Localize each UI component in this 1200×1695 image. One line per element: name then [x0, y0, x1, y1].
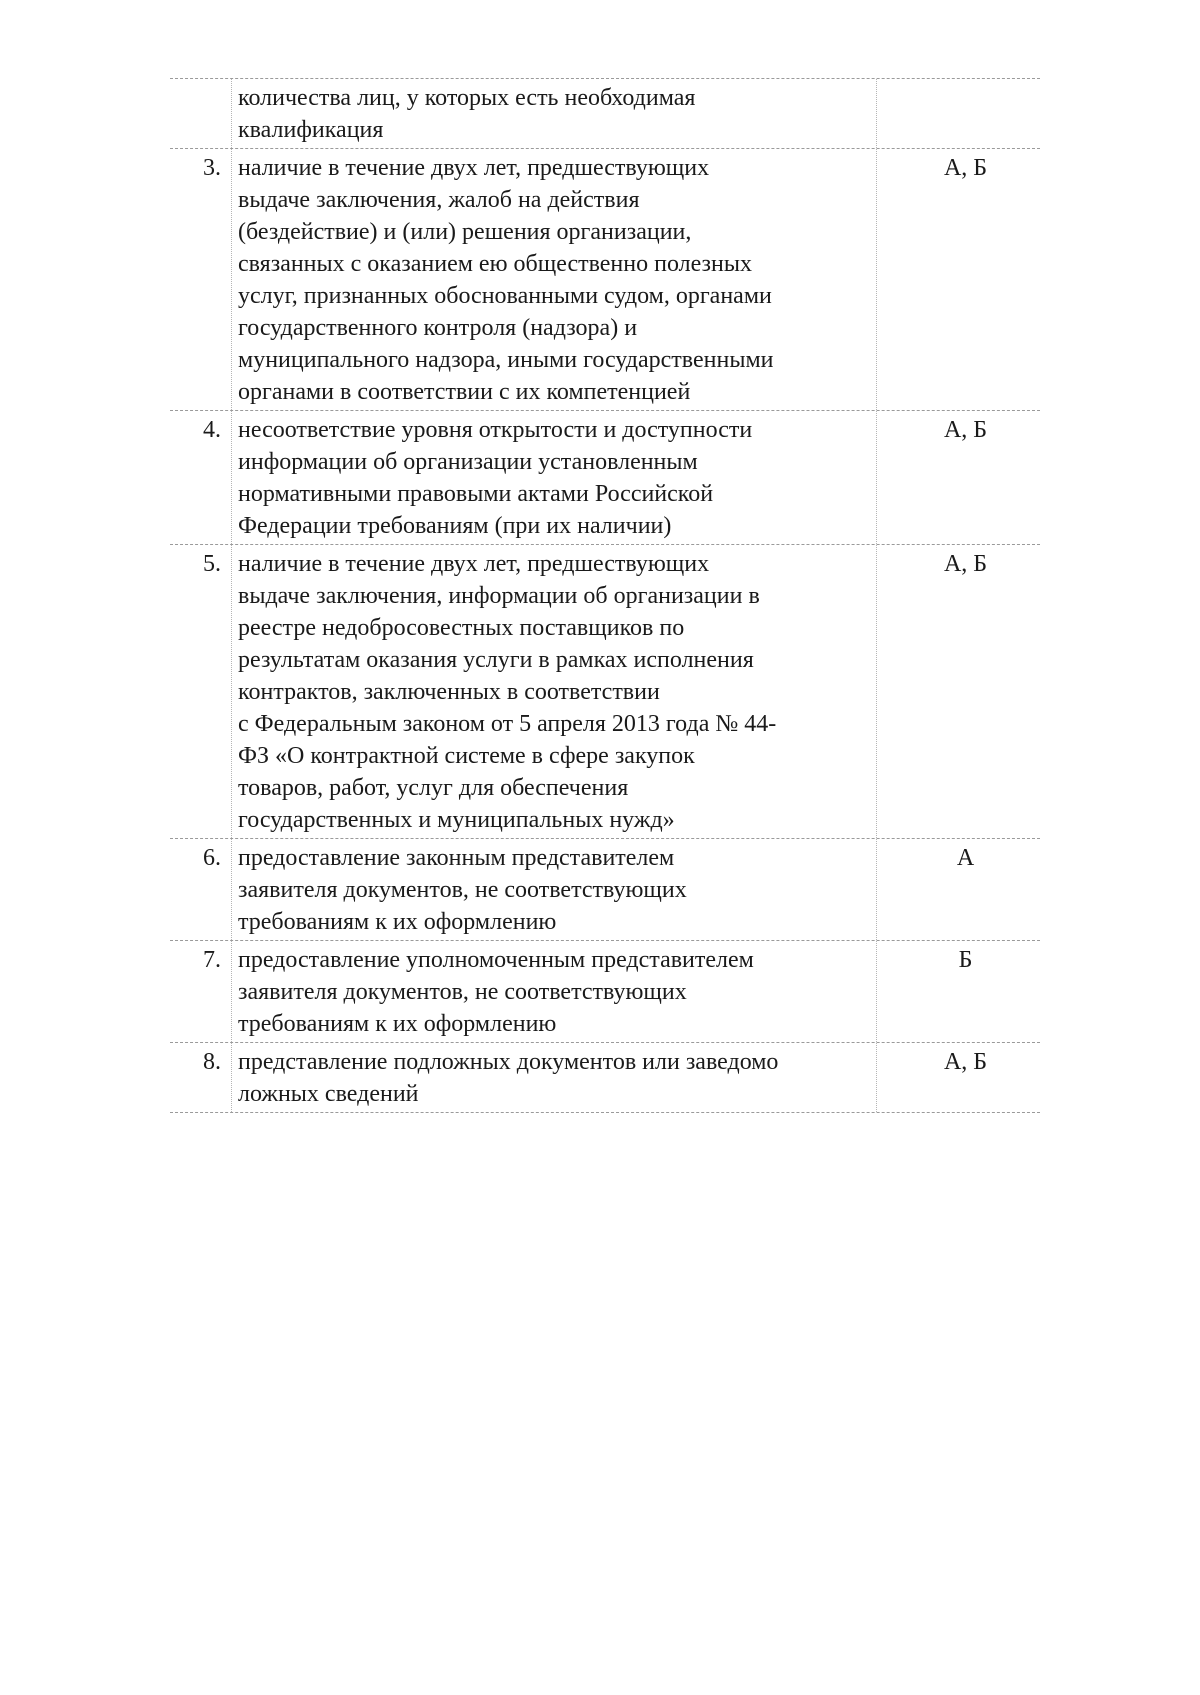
text-line: нормативными правовыми актами Российской: [238, 481, 714, 507]
row-recipients: А, Б: [943, 417, 988, 443]
text-line: выдаче заключения, информации об организации в: [238, 583, 760, 609]
text-line: товаров, работ, услуг для обеспечения: [238, 775, 629, 801]
row-recipients: А, Б: [943, 155, 988, 181]
row-number: 8.: [170, 1043, 232, 1112]
row-recipients: А, Б: [943, 551, 988, 577]
text-line: требованиям к их оформлению: [238, 1011, 557, 1037]
row-number: [170, 79, 232, 148]
row-number: 4.: [170, 411, 232, 544]
text-line: наличие в течение двух лет, предшествующих: [238, 155, 710, 181]
text-line: наличие в течение двух лет, предшествующих: [238, 551, 710, 577]
row-number: 6.: [170, 839, 232, 940]
row-text: [232, 411, 877, 544]
table-row: [170, 411, 1040, 545]
text-line: органами в соответствии с их компетенцией: [238, 379, 691, 405]
text-line: контрактов, заключенных в соответствии: [238, 679, 660, 705]
row-recipients: А, Б: [943, 1049, 988, 1075]
table-row: [170, 78, 1040, 149]
text-line: количества лиц, у которых есть необходимая: [238, 85, 696, 111]
text-line: несоответствие уровня открытости и доступности: [238, 417, 753, 443]
row-recipients: [877, 79, 1040, 148]
table-row: [170, 149, 1040, 411]
text-line: Федерации требованиям (при их наличии): [238, 513, 672, 539]
row-text: [232, 941, 877, 1042]
text-line: информации об организации установленным: [238, 449, 698, 475]
table-row: [170, 545, 1040, 839]
row-text: [232, 79, 877, 148]
text-line: требованиям к их оформлению: [238, 909, 557, 935]
row-recipients: Б: [958, 947, 973, 973]
text-line: предоставление законным представителем: [238, 845, 675, 871]
text-line: государственных и муниципальных нужд»: [238, 807, 675, 833]
table-row: [170, 839, 1040, 941]
table-row: [170, 1043, 1040, 1113]
text-line: заявителя документов, не соответствующих: [238, 979, 687, 1005]
table-row: [170, 941, 1040, 1043]
row-text: [232, 149, 877, 410]
text-line: квалификация: [238, 117, 384, 143]
text-line: реестре недобросовестных поставщиков по: [238, 615, 685, 641]
text-line: ложных сведений: [238, 1081, 419, 1107]
text-line: государственного контроля (надзора) и: [238, 315, 638, 341]
row-text: [232, 1043, 877, 1112]
text-line: представление подложных документов или заведомо: [238, 1049, 779, 1075]
text-line: услуг, признанных обоснованными судом, органами: [238, 283, 772, 309]
text-line: выдаче заключения, жалоб на действия: [238, 187, 640, 213]
text-line: (бездействие) и (или) решения организации,: [238, 219, 692, 245]
text-line: ФЗ «О контрактной системе в сфере закупок: [238, 743, 695, 769]
text-line: заявителя документов, не соответствующих: [238, 877, 687, 903]
text-line: связанных с оказанием ею общественно полезных: [238, 251, 753, 277]
row-text: [232, 545, 877, 838]
row-recipients: А: [956, 845, 975, 871]
grounds-table: [170, 78, 1040, 1113]
row-number: 5.: [170, 545, 232, 838]
text-line: предоставление уполномоченным представителем: [238, 947, 754, 973]
text-line: муниципального надзора, иными государственными: [238, 347, 774, 373]
text-line: результатам оказания услуги в рамках исполнения: [238, 647, 754, 673]
row-number: 3.: [170, 149, 232, 410]
text-line: с Федеральным законом от 5 апреля 2013 года № 44-: [238, 711, 777, 737]
row-number: 7.: [170, 941, 232, 1042]
row-text: [232, 839, 877, 940]
